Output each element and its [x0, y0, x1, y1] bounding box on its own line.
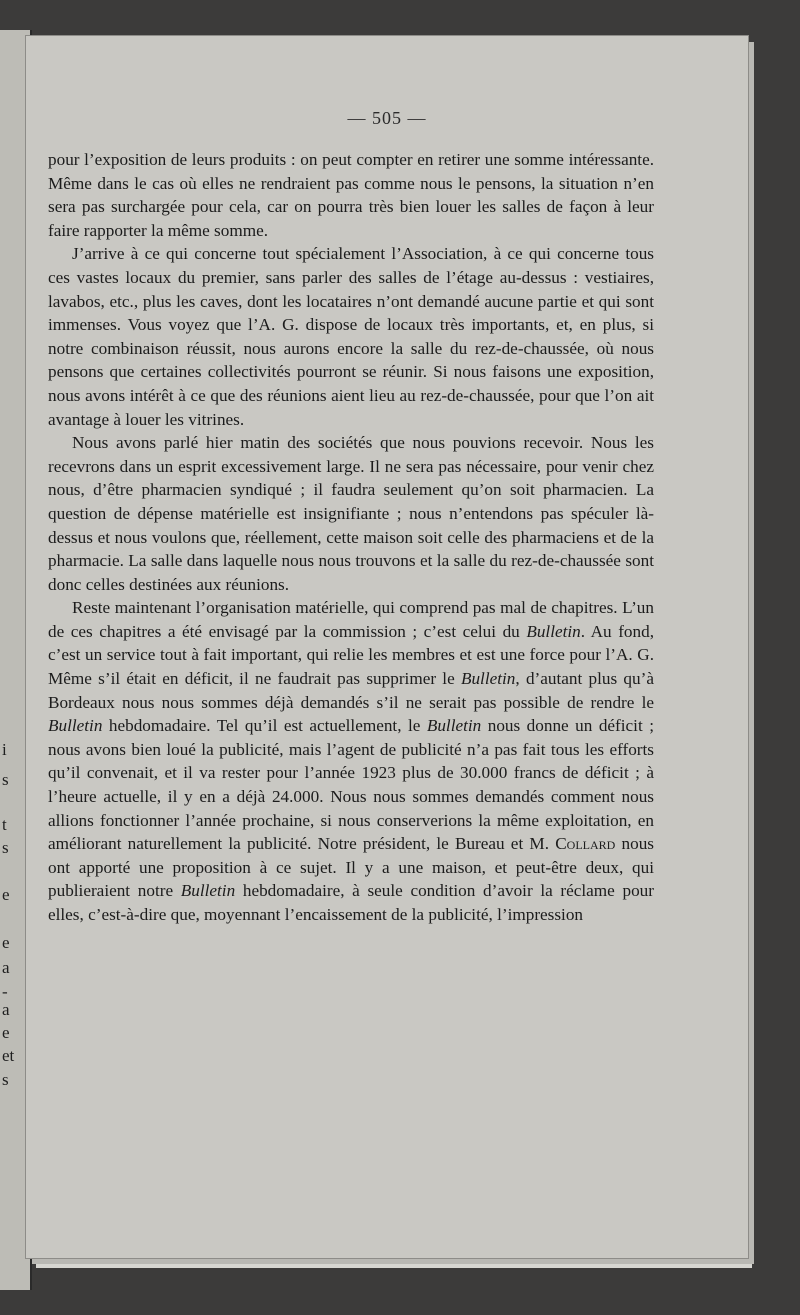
text-run: J’arrive à ce qui concerne tout spécialement l’Association, à ce qui concerne tous ces vastes locaux du premier, sans parler des salles de l’étage au-dessus : vestiaires, lavabos, etc., plus les caves, dont les locataires n’ont demandé aucune partie et qui sont immenses. Vous voyez que l’A. G. dispose de locaux très importants, et, en plus, si notre combinaison réussit, nous aurons encore la salle du rez-de-chaussée, où nous pensons que certaines collectivités pourront se réunir. Si nous faisons une exposition, nous avons intérêt à ce que des réunions aient lieu au rez-de-chaussée, pour que l’on ait avantage à louer les vitrines. [48, 244, 654, 429]
paragraph-p3 [48, 431, 654, 596]
adjacent-page-fragment: s [2, 838, 9, 857]
adjacent-page-fragment: a [2, 1000, 10, 1019]
text-run: Nous avons parlé hier matin des sociétés que nous pouvions recevoir. Nous les recevrons dans un esprit excessivement large. Il ne sera pas nécessaire, pour venir chez nous, d’être pharmacien syndiqué ; il faudra seulement qu’on soit pharmacien. La question de dépense matérielle est insignifiante ; nous n’entendons pas spéculer là-dessus et nous voulons que, réellement, cette maison soit celle des pharmaciens et de la pharmacie. La salle dans laquelle nous nous trouvons et la salle du rez-de-chaussée sont donc celles destinées aux réunions. [48, 433, 654, 594]
text-run: nous ont apporté une proposition à ce sujet. Il y a une maison, et peut-être deux, qui publieraient notre [48, 834, 654, 901]
paragraph-p1 [48, 148, 654, 242]
text-run: hebdomadaire, à seule condition d’avoir la réclame pour elles, c’est-à-dire que, moyennant l’encaissement de la publicité, l’impression [48, 881, 654, 924]
italic-title: Bulletin [48, 716, 103, 736]
adjacent-page-fragment: s [2, 1070, 9, 1089]
italic-title: Bulletin [526, 621, 581, 641]
text-run: , d’autant plus qu’à Bordeaux nous nous sommes déjà demandés s’il ne serait pas possible de rendre le [48, 669, 654, 712]
paragraph-p4 [48, 596, 654, 926]
adjacent-page-fragment: e [2, 933, 10, 952]
page-body-text [48, 148, 654, 927]
adjacent-page-fragment: et [2, 1046, 15, 1065]
adjacent-page-fragment: e [2, 1023, 10, 1042]
text-run: hebdomadaire. Tel qu’il est actuellement, le [102, 716, 427, 736]
page-number: — 505 — [347, 108, 427, 128]
paragraph-p2 [48, 242, 654, 431]
italic-title: Bulletin [426, 716, 482, 736]
adjacent-page-fragment: t [2, 815, 7, 834]
adjacent-page-fragment: - [2, 982, 8, 1001]
italic-title: Bulletin [180, 881, 236, 901]
text-run: pour l’exposition de leurs produits : on peut compter en retirer une somme intéressante. Même dans le cas où elles ne rendraient pas comme nous le pensons, la situation n’en sera pas surchargée pour cela, car on pourra très bien louer les salles de façon à leur faire rapporter la même somme. [48, 150, 654, 240]
adjacent-page-fragment: a [2, 958, 10, 977]
text-run: . Au fond, c’est un service tout à fait important, qui relie les membres et est une force pour l’A. G. Même s’il était en déficit, il ne faudrait pas supprimer le [48, 621, 654, 689]
adjacent-page-fragment: s [2, 770, 9, 789]
adjacent-page-fragment: e [2, 885, 10, 904]
document-page [26, 36, 748, 1258]
italic-title: Bulletin [460, 669, 516, 689]
name-small-caps: Collard [555, 834, 616, 854]
text-run: nous donne un déficit ; nous avons bien loué la publicité, mais l’agent de publicité n’a pas fait tous les efforts qu’il convenait, et il va rester pour l’année 1923 plus de 30.000 francs de déficit ; à l’heure actuelle, il y en a déjà 24.000. Nous nous sommes demandés comment nous allions fonctionner l’année prochaine, si nous conserverions la même exploitation, en améliorant naturellement la publicité. Notre président, le Bureau et M. [48, 716, 654, 854]
text-run: Reste maintenant l’organisation matérielle, qui comprend pas mal de chapitres. L’un de ces chapitres a été envisagé par la commission ; c’est celui du [48, 598, 654, 641]
adjacent-page-fragment: i [2, 740, 7, 759]
